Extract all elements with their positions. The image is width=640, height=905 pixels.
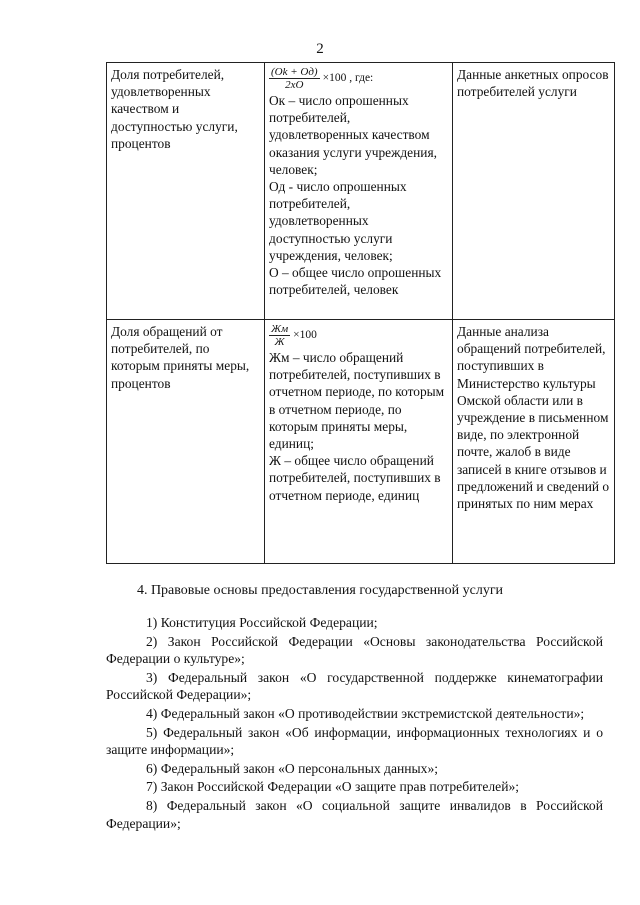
legal-basis-list — [106, 614, 603, 833]
definition: Од - число опрошенных потребителей, удовлетворенных доступностью услуги учреждения, человек; — [269, 179, 407, 263]
list-item: 5) Федеральный закон «Об информации, информационных технологиях и о защите информации»; — [106, 724, 603, 758]
list-item: 8) Федеральный закон «О социальной защите инвалидов в Российской Федерации»; — [106, 797, 603, 831]
table-row — [107, 63, 615, 320]
list-item: 7) Закон Российской Федерации «О защите прав потребителей»; — [146, 779, 520, 795]
definition: Ж – общее число обращений потребителей, поступивших в отчетном периоде, единиц — [269, 453, 441, 503]
definition: Жм – число обращений потребителей, поступивших в отчетном периоде, по которым в отчетном периоде, по которым приняты меры, единиц; — [269, 350, 445, 452]
indicator-cell: Доля потребителей, удовлетворенных качеством и доступностью услуги, процентов — [107, 63, 265, 320]
list-item: 6) Федеральный закон «О персональных данных»; — [146, 760, 439, 776]
page-number: 2 — [316, 41, 324, 57]
formula-cell — [265, 320, 453, 564]
list-item: 2) Закон Российской Федерации «Основы законодательства Российской Федерации о культуре»; — [106, 633, 603, 667]
list-item: 1) Конституция Российской Федерации; — [146, 615, 378, 630]
fraction-numerator: (Ok + Oд) — [271, 66, 318, 78]
fraction — [269, 323, 290, 348]
formula — [269, 66, 448, 91]
source-cell: Данные анкетных опросов потребителей услуги — [453, 63, 615, 320]
indicators-table — [106, 62, 615, 564]
fraction — [269, 66, 320, 91]
fraction-denominator: Ж — [274, 336, 285, 348]
definition: О – общее число опрошенных потребителей, человек — [269, 265, 442, 298]
section-title: 4. Правовые основы предоставления государственной услуги — [136, 583, 504, 598]
formula-tail: ×100 , где: — [322, 71, 374, 84]
fraction-denominator: 2xO — [285, 79, 304, 91]
formula-tail: ×100 — [293, 328, 317, 341]
source-cell: Данные анализа обращений потребителей, поступивших в Министерство культуры Омской области или в учреждение в письменном виде, по электронной почте, жалоб в виде записей в книге отзывов и предложений и сведений о принятых по ним мерах — [453, 320, 615, 564]
indicator-cell: Доля обращений от потребителей, по которым приняты меры, процентов — [107, 320, 265, 564]
list-item: 4) Федеральный закон «О противодействии экстремистской деятельности»; — [146, 705, 585, 721]
table-row — [107, 320, 615, 564]
definition: Ок – число опрошенных потребителей, удовлетворенных качеством оказания услуги учреждения, человек; — [269, 93, 437, 177]
list-item: 3) Федеральный закон «О государственной поддержке кинематографии Российской Федерации»; — [106, 669, 603, 703]
formula — [269, 323, 448, 348]
formula-cell — [265, 63, 453, 320]
fraction-numerator: Жм — [271, 323, 289, 335]
